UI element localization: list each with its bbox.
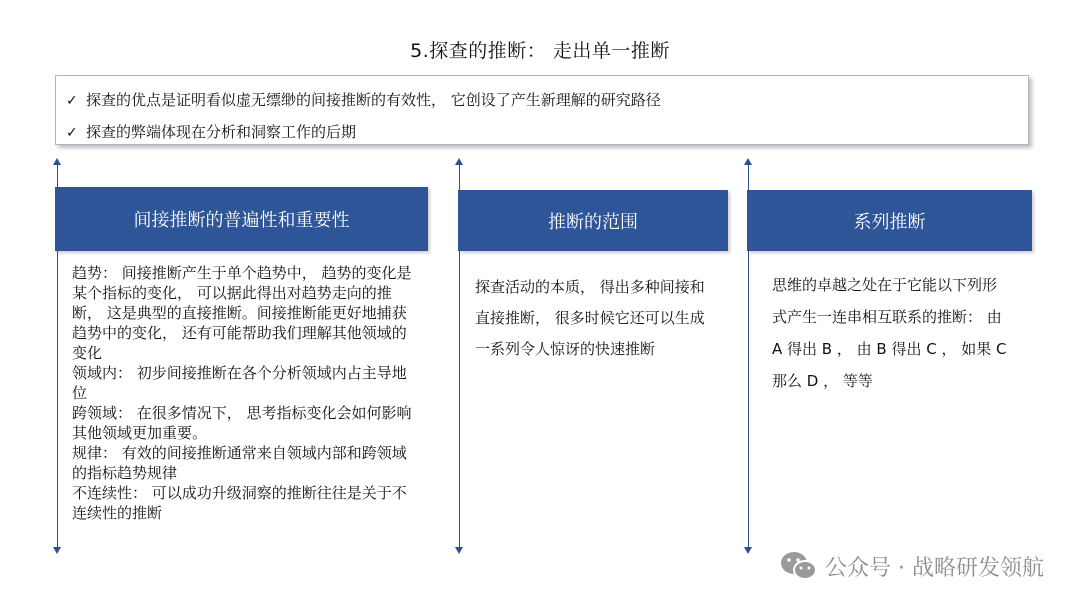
column-header-indirect-inference: 间接推断的普遍性和重要性 <box>55 187 428 251</box>
column-body-inference-scope <box>475 272 705 365</box>
body-paragraph: 思维的卓越之处在于它能以下列形式产生一连串相互联系的推断： 由 A 得出 B ， 由 B 得出 C ， 如果 C 那么 D ， 等等 <box>772 276 1007 390</box>
body-paragraph: 跨领域： 在很多情况下， 思考指标变化会如何影响其他领域更加重要。 <box>72 404 412 442</box>
watermark <box>779 548 1044 584</box>
body-paragraph: 规律： 有效的间接推断通常来自领域内部和跨领域的指标趋势规律 <box>72 444 407 482</box>
page-title: 5.探查的推断： 走出单一推断 <box>410 40 670 62</box>
summary-box <box>55 75 1029 145</box>
column-body-serial-inference <box>772 269 1007 397</box>
check-icon: ✓ <box>66 93 78 109</box>
wechat-icon <box>779 549 819 583</box>
column-body-indirect-inference <box>72 263 412 523</box>
summary-item <box>66 122 356 143</box>
column-header-serial-inference: 系列推断 <box>747 190 1032 251</box>
summary-item <box>66 90 661 111</box>
body-paragraph: 不连续性： 可以成功升级洞察的推断往往是关于不连续性的推断 <box>72 484 407 522</box>
body-paragraph: 趋势： 间接推断产生于单个趋势中， 趋势的变化是某个指标的变化， 可以据此得出对趋势走向的推断， 这是典型的直接推断。间接推断能更好地捕获趋势中的变化， 还有可能帮助我们理解其他领域的变化 <box>72 264 412 362</box>
column-header-inference-scope: 推断的范围 <box>458 190 728 251</box>
watermark-text: 公众号 · 战略研发领航 <box>825 555 1044 581</box>
summary-item-text: 探查的优点是证明看似虚无缥缈的间接推断的有效性， 它创设了产生新理解的研究路径 <box>86 91 661 109</box>
summary-item-text: 探查的弊端体现在分析和洞察工作的后期 <box>86 123 357 141</box>
body-paragraph: 探查活动的本质， 得出多种间接和直接推断， 很多时候它还可以生成一系列令人惊讶的快速推断 <box>475 278 705 358</box>
body-paragraph: 领域内： 初步间接推断在各个分析领域内占主导地位 <box>72 364 407 402</box>
check-icon: ✓ <box>66 125 78 141</box>
